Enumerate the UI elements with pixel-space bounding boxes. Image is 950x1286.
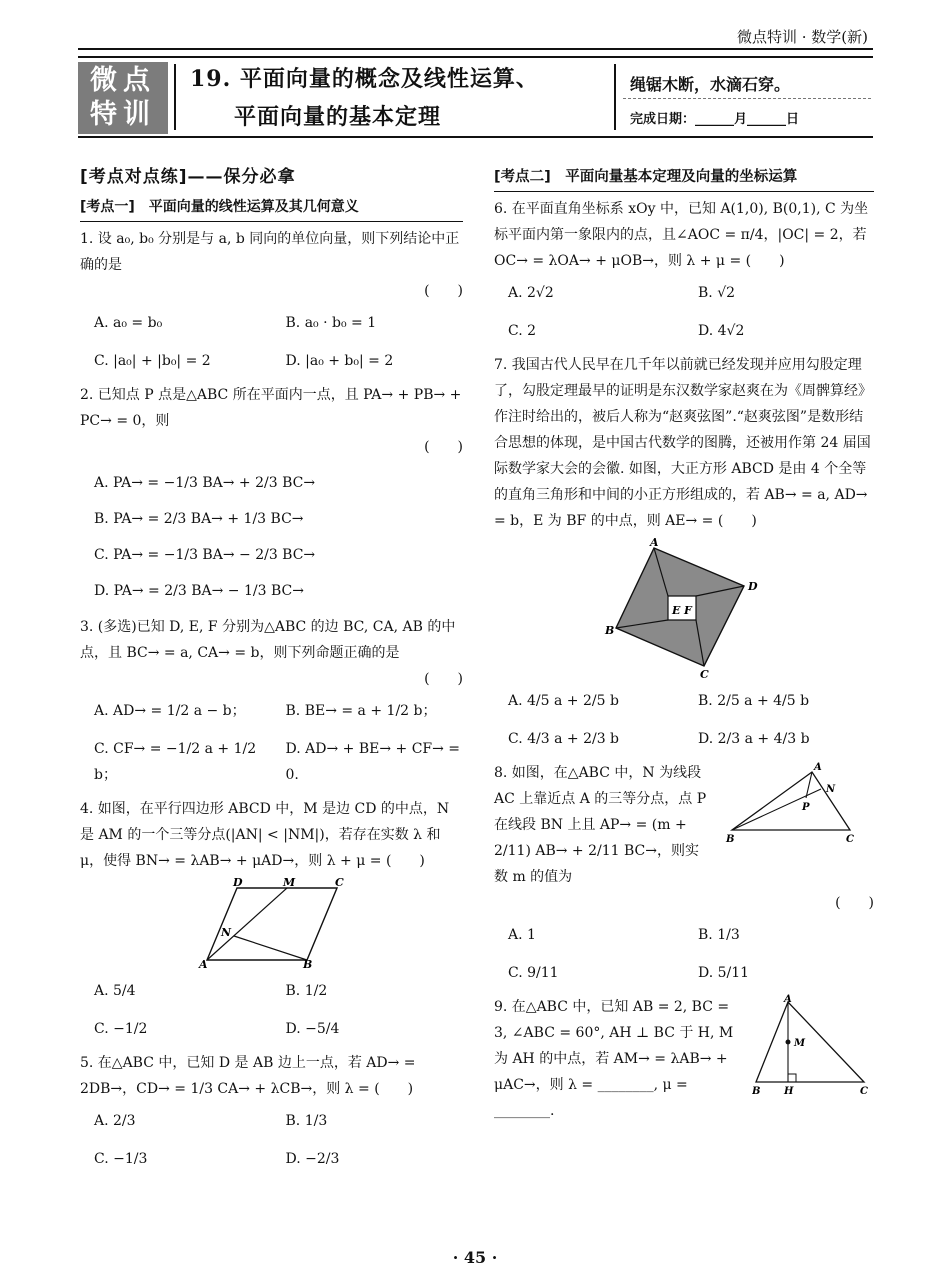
answer-paren: ( ) [717,513,757,529]
chapter-title-line2: 平面向量的基本定理 [234,104,442,130]
question-7 [494,352,874,758]
label-a: A [814,762,822,773]
question-2 [80,382,463,604]
badge [78,62,168,134]
option-a: A. 4/5 a + 2/5 b [508,693,619,709]
question-text: 4. 如图，在平行四边形 ABCD 中，M 是边 CD 的中点，N 是 AM 的一个三等分点(|AN| < |NM|)，若存在实数 λ 和 μ，使得 BN→ = λAB→ + μAD→，则 λ + μ = [80,801,450,869]
question-text: 3. (多选)已知 D, E, F 分别为△ABC 的边 BC, CA, AB 的中点，且 BC→ = a, CA→ = b，则下列命题正确的是 [80,619,456,661]
option-a: A. 1 [508,927,536,943]
question-4 [80,796,463,1048]
dashed-rule [623,98,871,99]
question-text: 1. 设 a₀, b₀ 分别是与 a, b 同向的单位向量，则下列结论中正确的是 [80,231,460,273]
option-b: B. √2 [698,285,736,301]
question-6 [494,196,874,350]
option-d: D. |a₀ + b₀| = 2 [285,353,394,369]
section-heading: [考点对点练]——保分必拿 [80,167,296,187]
option-d: D. PA→ = 2/3 BA→ − 1/3 BC→ [94,583,304,599]
option-a: A. a₀ = b₀ [94,315,163,331]
option-b: B. 1/3 [698,927,740,943]
chapter-banner [78,56,873,138]
option-a: A. AD→ = 1/2 a − b； [94,703,246,719]
label-h: H [784,1086,794,1096]
label-b: B [752,1086,761,1096]
option-a: A. PA→ = −1/3 BA→ + 2/3 BC→ [94,475,316,491]
option-b: B. a₀ · b₀ = 1 [285,315,377,331]
label-c: C [334,878,344,889]
option-d: D. −5/4 [285,1021,340,1037]
subsection-heading: [考点二] 平面向量基本定理及向量的坐标运算 [494,164,874,192]
option-c: C. 4/3 a + 2/3 b [508,731,620,747]
option-c: C. CF→ = −1/2 a + 1/2 b； [94,741,257,783]
badge-bottom: 特训 [90,99,156,130]
label-c: C [860,1086,868,1096]
answer-paren: ( ) [424,283,463,299]
option-c: C. |a₀| + |b₀| = 2 [94,353,211,369]
question-text: 2. 已知点 P 点是△ABC 所在平面内一点，且 PA→ + PB→ + PC→ = 0，则 [80,387,462,429]
label-m: M [794,1038,806,1049]
label-a: A [784,994,792,1005]
option-a: A. 2/3 [94,1113,136,1129]
answer-paren: ( ) [745,253,785,269]
option-b: B. 1/2 [285,983,328,999]
label-c: C [700,668,709,678]
label-n: N [826,784,836,795]
question-text: 5. 在△ABC 中，已知 D 是 AB 边上一点，若 AD→ = 2DB→，CD→ = 1/3 CA→ + λCB→，则 λ = [80,1055,416,1097]
question-text: 9. 在△ABC 中，已知 AB = 2, BC = 3, ∠ABC = 60°, AH ⊥ BC 于 H, M 为 AH 的中点，若 AM→ = λAB→ + μAC→，则 λ = ________, μ = ________. [494,999,734,1119]
label-e: E [672,604,681,617]
page-number: · 45 · [452,1248,498,1267]
question-text: 8. 如图，在△ABC 中，N 为线段 AC 上靠近点 A 的三等分点，点 P 在线段 BN 上且 AP→ = (m + 2/11) AB→ + 2/11 BC→，则实数 m 的值为 [494,765,707,885]
badge-top: 微点 [90,65,156,96]
triangle-figure-q8 [722,760,862,844]
label-f: F [684,604,692,617]
label-p: P [802,802,810,813]
subsection-heading: [考点一] 平面向量的线性运算及其几何意义 [80,194,463,222]
question-text: 7. 我国古代人民早在几千年以前就已经发现并应用勾股定理了，勾股定理最早的证明是东汉数学家赵爽在为《周髀算经》作注时给出的，被后人称为“赵爽弦图”.“赵爽弦图”是数形结合思想的体现，是中国古代数学的图腾，还被用作第 24 届国际数学家大会的会徽. 如图，大正方形 ABCD 是由 4 个全等的直角三角形和中间的小正方形组成的，若 AB→ = a, AD→ = b，E 为 BF 的中点，则 AE→ = [494,357,872,529]
option-a: A. 2√2 [508,285,554,301]
option-b: B. PA→ = 2/3 BA→ + 1/3 BC→ [94,511,304,527]
option-d: D. AD→ + BE→ + CF→ = 0. [285,741,461,783]
option-c: C. PA→ = −1/3 BA→ − 2/3 BC→ [94,547,316,563]
divider [174,64,176,130]
option-c: C. 2 [508,323,537,339]
label-n: N [220,926,231,939]
label-a: A [650,538,659,549]
question-9 [494,994,874,1124]
option-d: D. −2/3 [285,1151,340,1167]
answer-paren: ( ) [374,1081,414,1097]
option-c: C. 9/11 [508,965,559,981]
option-b: B. BE→ = a + 1/2 b； [285,703,437,719]
top-rule [78,48,873,50]
label-b: B [605,624,615,637]
option-c: C. −1/3 [94,1151,148,1167]
question-3 [80,614,463,794]
motto: 绳锯木断，水滴石穿。 [630,75,791,94]
zhao-shuang-figure [604,538,764,678]
question-5 [80,1050,463,1178]
question-1 [80,226,463,380]
answer-paren: ( ) [424,439,463,455]
label-m: M [282,878,295,889]
chapter-title-line1: 19. 平面向量的概念及线性运算、 [190,66,539,92]
label-d: D [748,580,758,593]
option-b: B. 1/3 [285,1113,328,1129]
series-title: 微点特训 · 数学(新) [736,28,868,46]
right-column [494,164,874,1126]
finish-date: 完成日期：______月______日 [630,112,800,127]
parallelogram-figure [197,878,347,968]
option-a: A. 5/4 [94,983,136,999]
option-b: B. 2/5 a + 4/5 b [698,693,810,709]
question-text: 6. 在平面直角坐标系 xOy 中，已知 A(1,0), B(0,1), C 为坐标平面内第一象限内的点，且∠AOC = π/4，|OC| = 2，若 OC→ = λOA→ + μOB→，则 λ + μ = [494,201,869,269]
label-c: C [846,834,854,844]
divider [614,64,616,130]
answer-paren: ( ) [385,853,425,869]
label-d: D [232,878,243,889]
label-a: A [198,958,208,968]
option-c: C. −1/2 [94,1021,148,1037]
label-b: B [302,958,312,968]
triangle-figure-q9 [752,994,872,1096]
answer-paren: ( ) [835,895,874,911]
option-d: D. 5/11 [698,965,750,981]
question-8 [494,760,874,992]
option-d: D. 4√2 [698,323,745,339]
option-d: D. 2/3 a + 4/3 b [698,731,810,747]
left-column [80,164,463,1180]
label-b: B [726,834,735,844]
answer-paren: ( ) [424,671,463,687]
